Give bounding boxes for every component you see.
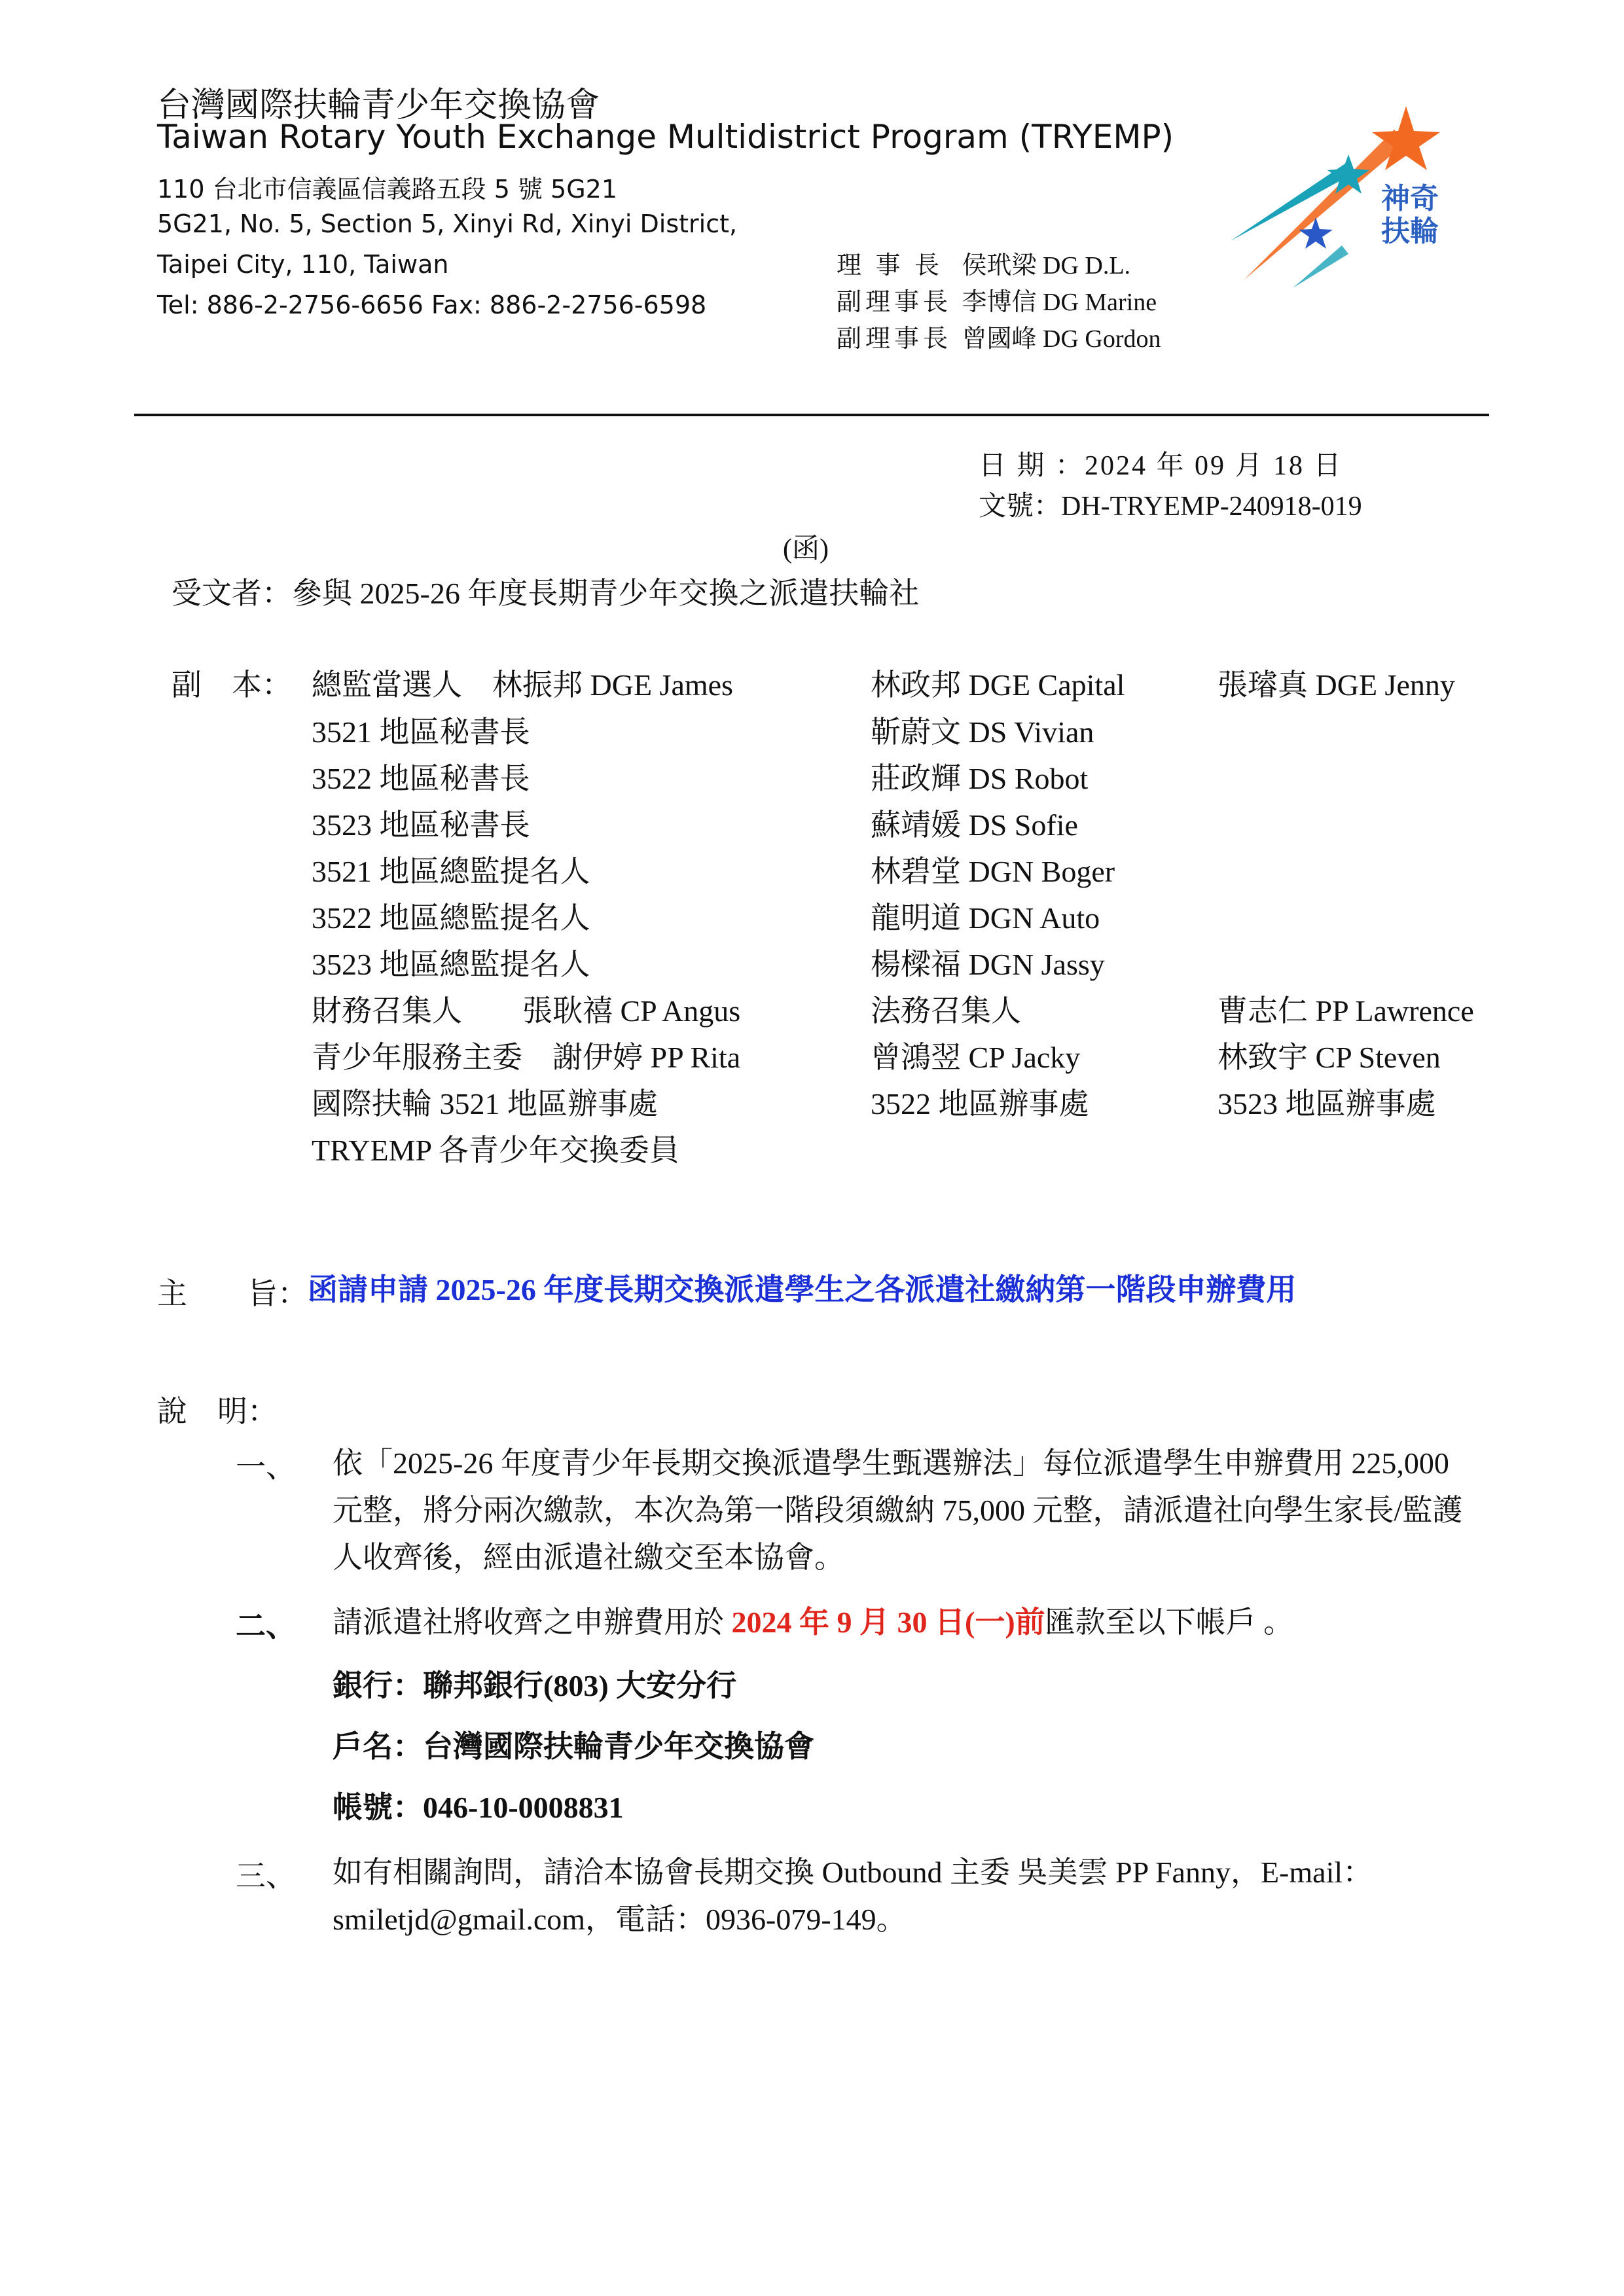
header-divider: [134, 414, 1489, 416]
cc-entry: 林致宇 CP Steven: [1218, 1041, 1441, 1074]
address-en-line2: Taipei City, 110, Taiwan: [157, 250, 449, 279]
cc-entry: 財務召集人 張耿禧 CP Angus: [312, 994, 741, 1028]
cc-entry: 莊政輝 DS Robot: [871, 762, 1089, 795]
bank-name: 銀行：聯邦銀行(803) 大安分行: [333, 1669, 737, 1702]
explain-label: 說 明：: [157, 1395, 278, 1428]
org-name-en: Taiwan Rotary Youth Exchange Multidistrict Program (TRYEMP): [157, 118, 1174, 156]
cc-entry: 青少年服務主委 謝伊婷 PP Rita: [312, 1041, 741, 1074]
recipient-line: 受文者：參與 2025-26 年度長期青少年交換之派遣扶輪社: [171, 577, 920, 610]
cc-entry: 3523 地區辦事處: [1218, 1087, 1436, 1121]
instruction-text-after: 匯款至以下帳戶 。: [1045, 1605, 1294, 1639]
cc-label: 副 本：: [171, 668, 292, 702]
cc-entry: 楊樑福 DGN Jassy: [871, 948, 1105, 981]
contact-line: Tel: 886-2-2756-6656 Fax: 886-2-2756-6598: [157, 291, 707, 319]
officer-role: 理 事 長: [837, 252, 944, 279]
officer-name: 侯玳梁 DG D.L.: [962, 252, 1131, 279]
account-number: 帳號：046-10-0008831: [333, 1791, 624, 1824]
officer-name: 李博信 DG Marine: [962, 289, 1157, 316]
item-number: 一、: [236, 1450, 296, 1484]
logo-text-line1: 神奇: [1381, 182, 1439, 215]
address-en-line1: 5G21, No. 5, Section 5, Xinyi Rd, Xinyi District,: [157, 209, 738, 238]
cc-entry: TRYEMP 各青少年交換委員: [312, 1134, 679, 1167]
cc-entry: 龍明道 DGN Auto: [871, 901, 1100, 935]
officer-row: [837, 284, 1161, 321]
item-text: 如有相關詢問，請洽本協會長期交換 Outbound 主委 吳美雲 PP Fanny，E-mail：smiletjd@gmail.com，電話：0936-079-149。: [333, 1856, 1373, 1936]
officer-row: [837, 321, 1161, 357]
officer-name: 曾國峰 DG Gordon: [962, 325, 1161, 353]
cc-entry: 曾鴻翌 CP Jacky: [871, 1041, 1081, 1074]
payment-instruction: [333, 1599, 1485, 1646]
item-number: 二、: [236, 1609, 296, 1643]
cc-entry: 3521 地區秘書長: [312, 715, 530, 749]
cc-entry: 法務召集人: [871, 994, 1021, 1028]
cc-entry: 3521 地區總監提名人: [312, 855, 590, 888]
officers-list: [837, 247, 1161, 357]
cc-entry: 3522 地區總監提名人: [312, 901, 590, 935]
org-name-zh: 台灣國際扶輪青少年交換協會: [157, 86, 600, 125]
officer-role: 副理事長: [837, 325, 952, 353]
shooting-stars-logo-icon: [1231, 92, 1466, 301]
logo-text-line2: 扶輪: [1381, 215, 1439, 248]
cc-entry: 3523 地區秘書長: [312, 808, 530, 842]
instruction-text-before: 請派遣社將收齊之申辦費用於: [333, 1605, 732, 1639]
item-number: 三、: [236, 1859, 296, 1893]
cc-entry: 張璿真 DGE Jenny: [1218, 668, 1455, 702]
officer-role: 副理事長: [837, 289, 952, 316]
document-type: (函): [783, 534, 829, 564]
address-zh: 110 台北市信義區信義路五段 5 號 5G21: [157, 175, 618, 204]
cc-entry: 3522 地區秘書長: [312, 762, 530, 795]
cc-entry: 3523 地區總監提名人: [312, 948, 590, 981]
document-number: 文號：DH-TRYEMP-240918-019: [979, 492, 1362, 522]
item-text: 依「2025-26 年度青少年長期交換派遣學生甄選辦法」每位派遣學生申辦費用 225,000 元整，將分兩次繳款，本次為第一階段須繳納 75,000 元整，請派遣社向學生家長/監護人收齊後，經由派遣社繳交至本協會。: [333, 1446, 1463, 1574]
cc-entry: 總監當選人 林振邦 DGE James: [312, 668, 733, 702]
cc-entry: 林政邦 DGE Capital: [871, 668, 1125, 702]
cc-entry: 林碧堂 DGN Boger: [871, 855, 1115, 888]
cc-entry: 3522 地區辦事處: [871, 1087, 1089, 1121]
letter-date: 日 期 ：2024 年 09 月 18 日: [979, 451, 1343, 481]
cc-entry: 蘇靖媛 DS Sofie: [871, 808, 1078, 842]
cc-entry: 靳蔚文 DS Vivian: [871, 715, 1094, 749]
cc-entry: 國際扶輪 3521 地區辦事處: [312, 1087, 658, 1121]
subject-text: 函請申請 2025-26 年度長期交換派遣學生之各派遣社繳納第一階段申辦費用: [308, 1273, 1297, 1306]
account-name: 戶名：台灣國際扶輪青少年交換協會: [333, 1730, 814, 1763]
subject-label: 主 旨：: [157, 1277, 308, 1310]
cc-entry: 曹志仁 PP Lawrence: [1218, 994, 1474, 1028]
officer-row: [837, 247, 1161, 284]
payment-deadline: 2024 年 9 月 30 日(一)前: [731, 1605, 1045, 1639]
